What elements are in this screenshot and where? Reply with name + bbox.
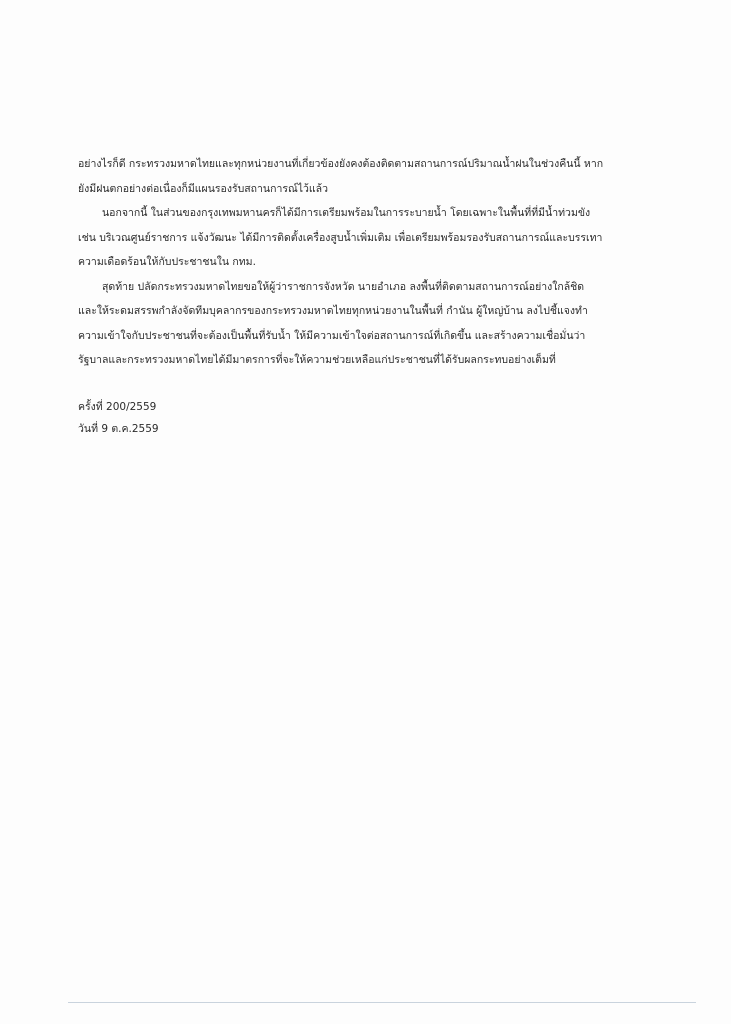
paragraph-line: ยังมีฝนตกอย่างต่อเนื่องก็มีแผนรองรับสถานการณ์ไว้แล้ว [78,182,329,195]
paragraph-line: สุดท้าย ปลัดกระทรวงมหาดไทยขอให้ผู้ว่าราชการจังหวัด นายอำเภอ ลงพื้นที่ติดตามสถานการณ์อย่างใกล้ชิด [102,280,585,293]
paragraph-line: อย่างไรก็ดี กระทรวงมหาดไทยและทุกหน่วยงานที่เกี่ยวข้องยังคงต้องติดตามสถานการณ์ปริมาณน้ำฝนในช่วงคืนนี้ หาก [78,158,604,170]
paragraph-line: และให้ระดมสรรพกำลังจัดทีมบุคลากรของกระทรวงมหาดไทยทุกหน่วยงานในพื้นที่ กำนัน ผู้ใหญ่บ้าน ลงไปชี้แจงทำ [78,305,588,317]
paragraph-line: นอกจากนี้ ในส่วนของกรุงเทพมหานครก็ได้มีการเตรียมพร้อมในการระบายน้ำ โดยเฉพาะในพื้นที่ที่มีน้ำท่วมขัง [102,207,591,219]
paragraph-1 [78,152,693,201]
issue-date: วันที่ 9 ต.ค.2559 [78,423,159,435]
paragraph-line: เช่น บริเวณศูนย์ราชการ แจ้งวัฒนะ ได้มีการติดตั้งเครื่องสูบน้ำเพิ่มเติม เพื่อเตรียมพร้อมรองรับสถานการณ์และบรรเทา [78,231,603,244]
paragraph-line: รัฐบาลและกระทรวงมหาดไทยได้มีมาตรการที่จะให้ความช่วยเหลือแก่ประชาชนที่ได้รับผลกระทบอย่างเต็มที่ [78,354,556,366]
paragraph-3 [78,275,693,373]
document-body [78,152,693,373]
bottom-divider [68,1002,696,1003]
paragraph-2 [78,201,693,275]
issue-number: ครั้งที่ 200/2559 [78,401,157,413]
paragraph-line: ความเดือดร้อนให้กับประชาชนใน กทม. [78,256,256,268]
issue-info [78,396,159,440]
paragraph-line: ความเข้าใจกับประชาชนที่จะต้องเป็นพื้นที่รับน้ำ ให้มีความเข้าใจต่อสถานการณ์ที่เกิดขึ้น และสร้างความเชื่อมั่นว่า [78,329,586,342]
